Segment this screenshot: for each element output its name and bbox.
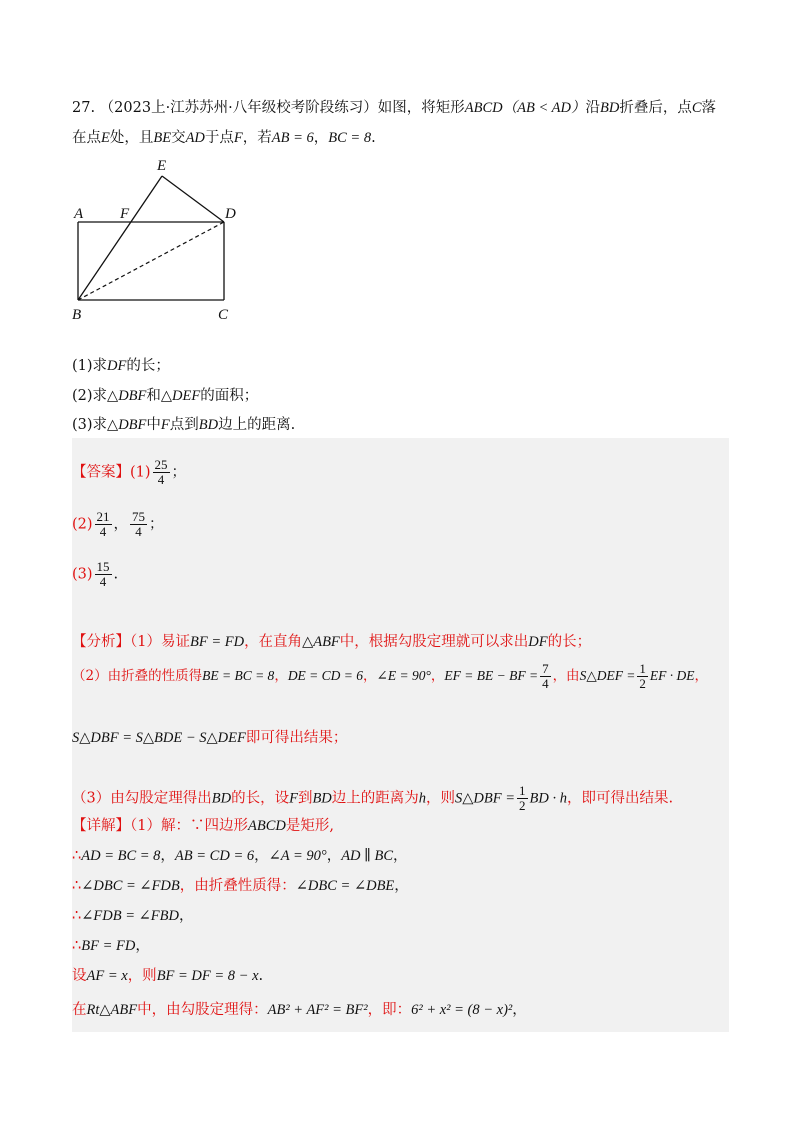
text: 是矩形,: [285, 818, 334, 834]
text: ，: [135, 938, 150, 954]
math: h: [418, 790, 427, 807]
answer-line-2: [72, 510, 164, 539]
label-f: F: [120, 206, 130, 222]
math: △DBF: [107, 388, 147, 404]
text: ，: [430, 668, 445, 684]
text: ，由折叠性质得：: [179, 878, 296, 894]
math: BF = FD: [189, 634, 245, 650]
text: ，则: [127, 968, 157, 984]
math: BD · h: [529, 790, 567, 807]
math: E: [101, 130, 110, 146]
text: ，: [313, 130, 329, 146]
math: DE = CD = 6: [287, 668, 364, 683]
detail-line-4: [72, 906, 193, 926]
text: （2）由折叠的性质得: [72, 668, 203, 684]
math: ABCD: [247, 818, 286, 834]
math: BD: [198, 417, 219, 433]
label-d: D: [225, 206, 236, 222]
math: EF · DE: [649, 668, 695, 683]
text: 交: [171, 130, 186, 146]
text: （1）易证: [130, 634, 190, 650]
label-e: E: [157, 158, 167, 174]
segment-bd-dashed: [78, 222, 224, 300]
analysis-line-1: [72, 632, 591, 652]
numerator: 25: [154, 457, 168, 472]
text: ，: [512, 1002, 527, 1018]
math: F: [289, 790, 298, 807]
text: ，: [178, 908, 194, 924]
detail-line-5: [72, 936, 150, 956]
numerator: 1: [519, 783, 526, 798]
text: ，: [363, 668, 377, 684]
math: △ABF: [302, 634, 340, 650]
detail-label: 【详解】: [72, 818, 130, 834]
denominator: 4: [157, 472, 165, 487]
analysis-line-4: [72, 784, 673, 813]
math: S△DBF = S△BDE − S△DEF: [72, 730, 246, 746]
text: .: [113, 566, 119, 583]
detail-line-2: [72, 846, 408, 866]
math: BE: [153, 130, 172, 146]
text: ；: [149, 516, 164, 533]
fraction: [153, 458, 170, 487]
fraction: [95, 510, 112, 539]
math: BE = BC = 8: [202, 668, 275, 683]
analysis-label: 【分析】: [72, 634, 130, 650]
fraction: [637, 662, 648, 691]
text: 的长，设: [231, 790, 290, 807]
text: 中: [146, 417, 161, 433]
math: F: [233, 130, 243, 146]
text: 的长；: [126, 358, 170, 374]
fraction: [95, 560, 112, 589]
text: ，: [694, 668, 709, 684]
label-b: B: [72, 307, 82, 323]
fraction: [540, 662, 551, 691]
text: 到: [297, 790, 313, 807]
text: 在点: [72, 130, 101, 146]
math: ∠E = 90°: [376, 668, 431, 683]
math: ∠DBC = ∠DBE: [295, 878, 395, 894]
label-a: A: [74, 206, 84, 222]
denominator: 2: [519, 798, 526, 813]
detail-line-6: [72, 966, 263, 986]
text: 落: [701, 100, 716, 116]
denominator: 4: [135, 524, 142, 539]
text: 折叠后，点: [619, 100, 692, 116]
text: .: [258, 968, 264, 984]
text: ，即：: [367, 1002, 412, 1018]
math: AD ∥ BC: [341, 848, 393, 864]
math: 6² + x² = (8 − x)²: [411, 1002, 513, 1018]
answer-panel: [72, 438, 729, 1032]
math: Rt△ABF: [86, 1002, 138, 1018]
text: 处，且: [109, 130, 154, 146]
math: F: [160, 417, 170, 433]
text: 在: [72, 1002, 87, 1018]
question-line-1: [72, 98, 716, 118]
text: 中，根据勾股定理就可以求出: [339, 634, 529, 650]
text: ，: [254, 848, 269, 864]
text: .: [371, 130, 376, 146]
text: ，: [393, 848, 408, 864]
text: (3): [72, 566, 93, 583]
text: (3)求: [72, 417, 108, 433]
math: BD: [211, 790, 232, 807]
math: DF: [107, 358, 127, 374]
therefore: ∴: [72, 908, 82, 924]
fraction: [517, 784, 528, 813]
sub-question-1: [72, 356, 170, 376]
sub-question-2: [72, 386, 258, 406]
text: (2): [72, 516, 93, 533]
text: ，: [274, 668, 288, 684]
math: （AB < AD）: [502, 100, 586, 116]
text: ，: [394, 878, 409, 894]
math: △DEF: [160, 388, 201, 404]
fraction: [130, 510, 147, 539]
question-line-2: [72, 128, 376, 148]
answer-label: 【答案】: [72, 464, 130, 481]
answer-line-1: [72, 458, 186, 487]
label-c: C: [218, 307, 229, 323]
text: ；: [171, 464, 187, 481]
math: ABCD: [464, 100, 503, 116]
math: DF: [528, 634, 548, 650]
text: 的面积；: [200, 388, 259, 404]
text: (2)求: [72, 388, 108, 404]
math: S△DEF =: [579, 668, 636, 683]
text: ，: [326, 848, 342, 864]
math: BD: [312, 790, 332, 807]
text: ，由: [552, 668, 580, 684]
math: ∠DBC = ∠FDB: [81, 878, 180, 894]
denominator: 4: [99, 574, 107, 589]
math: ∠FDB = ∠FBD: [81, 908, 179, 924]
text: (1)求: [72, 358, 108, 374]
numerator: 75: [132, 509, 146, 524]
detail-line-7: [72, 1000, 527, 1020]
detail-line-3: [72, 876, 409, 896]
question-source: （2023上·江苏苏州·八年级校考阶段练习）: [99, 100, 378, 116]
text: ，即可得出结果.: [567, 790, 674, 807]
numerator: 15: [96, 559, 110, 574]
math: AB = 6: [271, 130, 314, 146]
text: 如图，将矩形: [377, 100, 465, 116]
analysis-line-2: [72, 662, 708, 691]
text: (1): [130, 464, 151, 481]
therefore: ∴: [72, 938, 82, 954]
math: AB = CD = 6: [174, 848, 255, 864]
denominator: 4: [542, 676, 549, 691]
math: C: [691, 100, 702, 116]
denominator: 2: [639, 676, 646, 691]
text: ，若: [242, 130, 272, 146]
text: （1）解：∵四边形: [130, 818, 248, 834]
text: 边上的距离.: [218, 417, 296, 433]
analysis-line-3: [72, 728, 347, 748]
text: 沿: [585, 100, 600, 116]
text: 和: [146, 388, 161, 404]
text: 于点: [204, 130, 234, 146]
math: ∠A = 90°: [268, 848, 327, 864]
text: 边上的距离为: [331, 790, 419, 807]
math: BC = 8: [328, 130, 372, 146]
math: BF = FD: [81, 938, 136, 954]
text: 点到: [169, 417, 199, 433]
math: BD: [599, 100, 620, 116]
math: AF = x: [86, 968, 128, 984]
math: S△DBF =: [455, 790, 516, 807]
numerator: 21: [96, 509, 110, 524]
text: ，则: [426, 790, 456, 807]
text: 设: [72, 968, 87, 984]
geometry-figure: [58, 152, 248, 327]
text: ，: [113, 516, 129, 533]
math: AD = BC = 8: [81, 848, 161, 864]
therefore: ∴: [72, 878, 82, 894]
sub-question-3: [72, 415, 295, 435]
segment-be: [78, 176, 162, 300]
text: 中，由勾股定理得：: [137, 1002, 268, 1018]
math: AB² + AF² = BF²: [267, 1002, 368, 1018]
math: EF = BE − BF =: [444, 668, 539, 683]
segment-ed: [162, 176, 224, 222]
math: △DBF: [107, 417, 147, 433]
text: 即可得出结果；: [245, 730, 348, 746]
question-number: 27.: [72, 100, 96, 116]
detail-line-1: [72, 816, 334, 836]
text: （3）由勾股定理得出: [72, 790, 212, 807]
math: BF = DF = 8 − x: [156, 968, 259, 984]
denominator: 4: [99, 524, 107, 539]
numerator: 7: [542, 661, 549, 676]
math: AD: [185, 130, 205, 146]
text: ，: [160, 848, 175, 864]
answer-line-3: [72, 560, 118, 589]
text: ，在直角: [244, 634, 303, 650]
numerator: 1: [639, 661, 646, 676]
therefore: ∴: [72, 848, 82, 864]
text: 的长；: [547, 634, 592, 650]
